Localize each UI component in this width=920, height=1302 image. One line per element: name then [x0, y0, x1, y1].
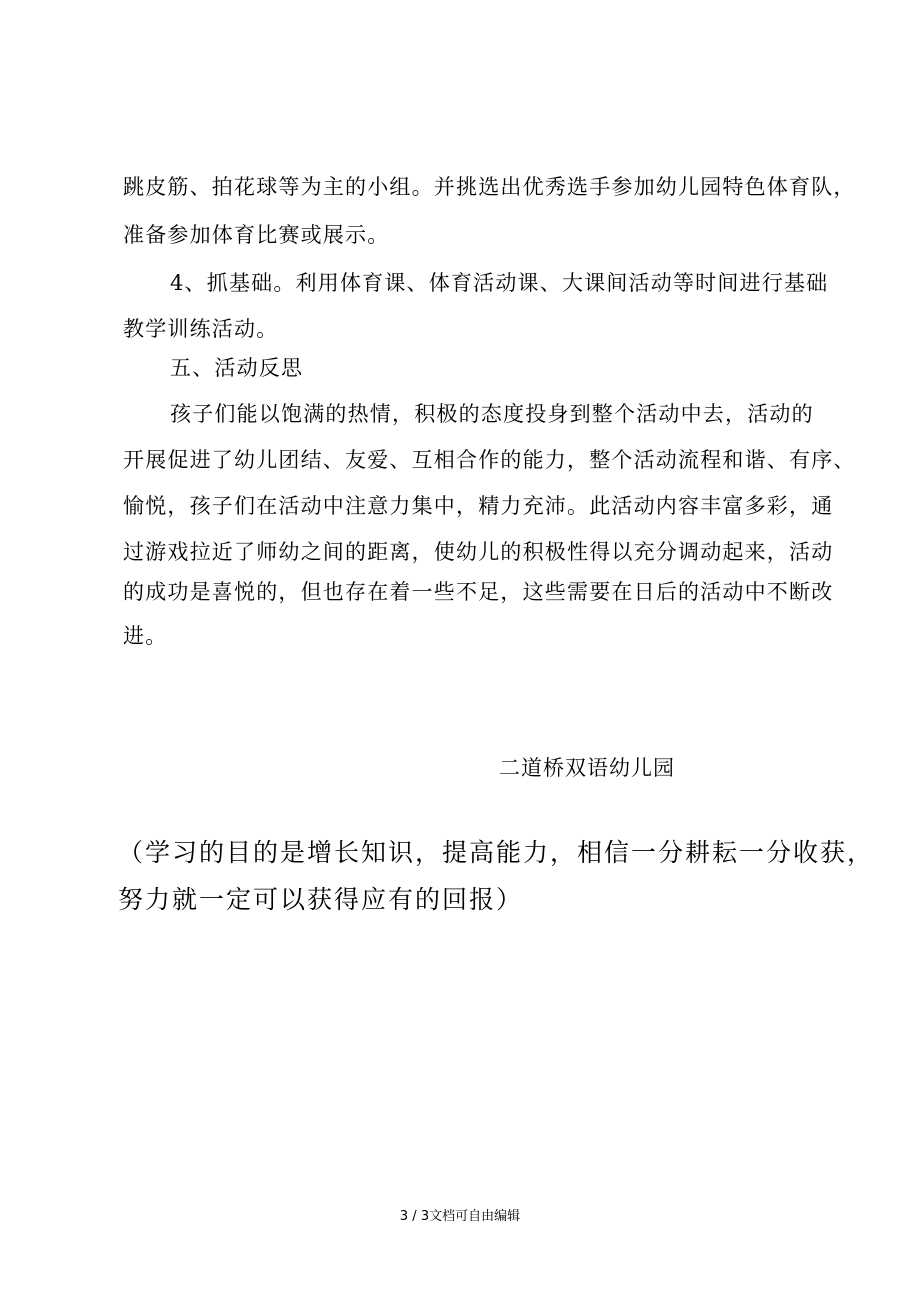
body-line-2: 准备参加体育比赛或展示。 [123, 223, 390, 247]
quote-line-2: 努力就一定可以获得应有的回报） [118, 885, 524, 914]
body-line-3: 4、抓基础。利用体育课、体育活动课、大课间活动等时间进行基础 [170, 271, 829, 295]
body-line-1: 跳皮筋、拍花球等为主的小组。并挑选出优秀选手参加幼儿园特色体育队， [123, 175, 856, 199]
body-line-11: 进。 [123, 624, 168, 648]
signature-organization: 二道桥双语幼儿园 [499, 756, 675, 780]
body-line-9: 过游戏拉近了师幼之间的距离，使幼儿的积极性得以充分调动起来，活动 [123, 540, 834, 564]
body-line-8: 愉悦，孩子们在活动中注意力集中，精力充沛。此活动内容丰富多彩，通 [123, 494, 834, 518]
page-footer: 3 / 3文档可自由编辑 [399, 1209, 521, 1224]
body-line-7: 开展促进了幼儿团结、友爱、互相合作的能力，整个活动流程和谐、有序、 [123, 448, 856, 472]
section-heading-reflection: 五、活动反思 [170, 356, 304, 380]
body-line-6: 孩子们能以饱满的热情，积极的态度投身到整个活动中去，活动的 [170, 402, 814, 426]
quote-line-1: （学习的目的是增长知识，提高能力，相信一分耕耘一分收获， [118, 838, 875, 867]
body-line-4: 教学训练活动。 [123, 317, 279, 341]
body-line-10: 的成功是喜悦的，但也存在着一些不足，这些需要在日后的活动中不断改 [123, 580, 834, 604]
